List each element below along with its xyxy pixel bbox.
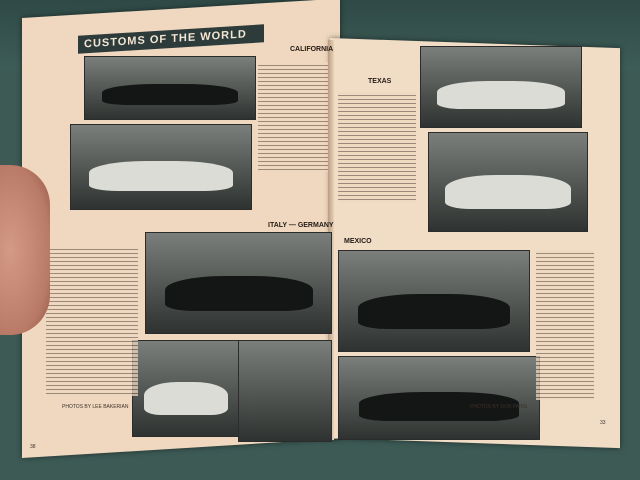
photo-california-1 — [84, 56, 256, 120]
text-column-texas — [338, 92, 416, 202]
section-label-california: CALIFORNIA — [290, 46, 334, 53]
photo-mexico-1 — [338, 250, 530, 352]
section-label-italy-germany: ITALY — GERMANY — [268, 222, 334, 229]
caption-left: PHOTOS BY LEE BAKERIAN — [62, 404, 129, 410]
text-column-italy-germany — [46, 246, 138, 396]
page-number-left: 38 — [30, 444, 36, 450]
caption-right: PHOTOS BY DON PARIS — [470, 404, 528, 410]
text-column-mexico — [536, 250, 594, 400]
photo-italy-germany-3 — [238, 340, 332, 442]
banner-title: CUSTOMS OF THE WORLD — [78, 24, 264, 53]
text-column-california — [258, 62, 328, 172]
photo-california-2 — [70, 124, 252, 210]
page-number-right: 33 — [600, 420, 606, 426]
section-label-texas: TEXAS — [368, 78, 392, 85]
photo-mexico-2 — [338, 356, 540, 440]
photo-italy-germany-2 — [132, 340, 239, 437]
holding-hand — [0, 165, 50, 335]
photo-texas-2 — [428, 132, 588, 232]
section-label-mexico: MEXICO — [344, 238, 372, 245]
photo-italy-germany-1 — [145, 232, 332, 334]
photo-texas-1 — [420, 46, 582, 128]
